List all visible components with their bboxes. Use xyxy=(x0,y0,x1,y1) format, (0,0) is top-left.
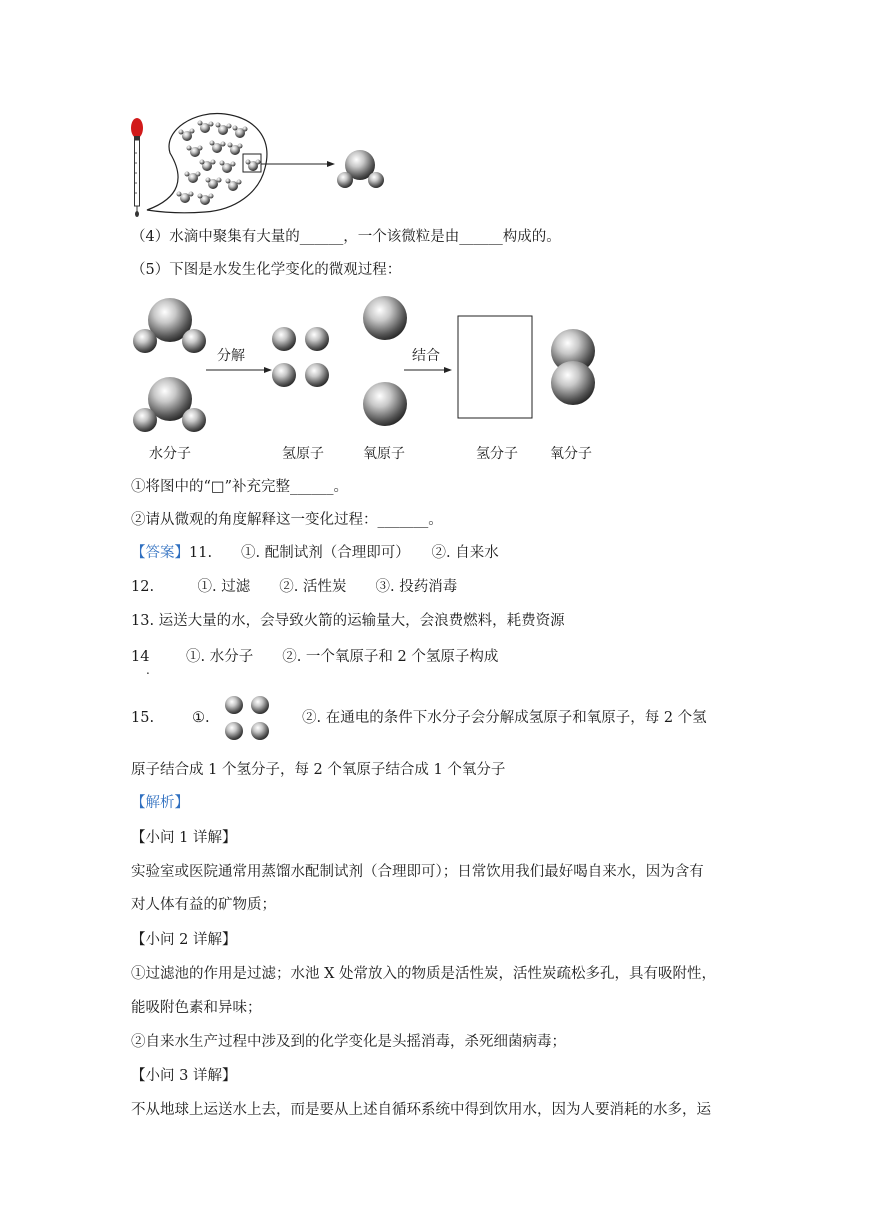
answer-13: 13. 运送大量的水，会导致火箭的运输量大，会浪费燃料，耗费资源 xyxy=(131,613,565,629)
answer-11: 11. ①. 配制试剂（合理即可） ②. 自来水 xyxy=(189,545,499,561)
oxygen-molecule xyxy=(551,329,595,405)
answer-12: 12. ①. 过滤 ②. 活性炭 ③. 投药消毒 xyxy=(131,579,458,595)
label-oxygen-atom: 氧原子 xyxy=(363,446,405,462)
subquestion-1-line-1: 实验室或医院通常用蒸馏水配制试剂（合理即可）；日常饮用我们最好喝自来水，因为含有 xyxy=(131,864,704,880)
zoomed-water-molecule xyxy=(337,150,384,188)
label-water-molecule: 水分子 xyxy=(149,446,191,462)
subquestion-2-line-1: ①过滤池的作用是过滤；水池 X 处常放入的物质是活性炭，活性炭疏松多孔，具有吸附性， xyxy=(131,966,717,982)
label-hydrogen-atom: 氢原子 xyxy=(282,446,324,462)
answer-15-line-2: 原子结合成 1 个氢分子，每 2 个氧原子结合成 1 个氧分子 xyxy=(131,762,506,778)
subquestion-3-title: 【小问 3 详解】 xyxy=(131,1068,237,1084)
subquestion-2-line-2: 能吸附色素和异味； xyxy=(131,1000,262,1016)
water-molecule-bottom xyxy=(133,377,206,432)
answer-15-choice-1: ①. xyxy=(192,710,210,726)
question-5-2: ②请从微观的角度解释这一变化过程：_______。 xyxy=(131,512,443,528)
answer-11-line xyxy=(131,543,499,563)
four-hydrogen-atoms-answer xyxy=(222,694,274,742)
subquestion-2-title: 【小问 2 详解】 xyxy=(131,932,237,948)
water-droplet-figure xyxy=(125,108,395,218)
question-5: （5）下图是水发生化学变化的微观过程： xyxy=(131,262,402,278)
oxygen-atoms xyxy=(363,296,407,426)
hydrogen-atoms xyxy=(272,327,329,387)
hydrogen-molecule-box xyxy=(458,316,532,418)
subquestion-1-title: 【小问 1 详解】 xyxy=(131,830,237,846)
arrow2-label: 结合 xyxy=(412,348,440,364)
arrow1-label: 分解 xyxy=(217,348,245,364)
analysis-tag: 【解析】 xyxy=(131,795,189,811)
decomposition-figure xyxy=(128,290,598,468)
water-molecule-top xyxy=(133,298,206,353)
answer-14-number: 14 xyxy=(131,649,150,665)
answer-14: ①. 水分子 ②. 一个氧原子和 2 个氢原子构成 xyxy=(186,649,499,665)
label-oxygen-molecule: 氧分子 xyxy=(550,446,592,462)
dropper-icon xyxy=(131,118,143,217)
subquestion-2-line-3: ②自来水生产过程中涉及到的化学变化是头摇消毒，杀死细菌病毒； xyxy=(131,1034,566,1050)
answer-15-number: 15. xyxy=(131,710,155,726)
subquestion-3-line-1: 不从地球上运送水上去，而是要从上述自循环系统中得到饮用水，因为人要消耗的水多，运 xyxy=(131,1102,711,1118)
answer-tag: 【答案】 xyxy=(131,545,189,561)
label-hydrogen-molecule: 氢分子 xyxy=(476,446,518,462)
question-4: （4）水滴中聚集有大量的______，一个该微粒是由______构成的。 xyxy=(131,229,561,245)
question-5-1: ①将图中的“□”补充完整______。 xyxy=(131,479,349,495)
answer-14-dot: . xyxy=(146,663,150,677)
subquestion-1-line-2: 对人体有益的矿物质； xyxy=(131,897,276,913)
answer-15-choice-2: ②. 在通电的条件下水分子会分解成氢原子和氧原子，每 2 个氢 xyxy=(302,710,707,726)
